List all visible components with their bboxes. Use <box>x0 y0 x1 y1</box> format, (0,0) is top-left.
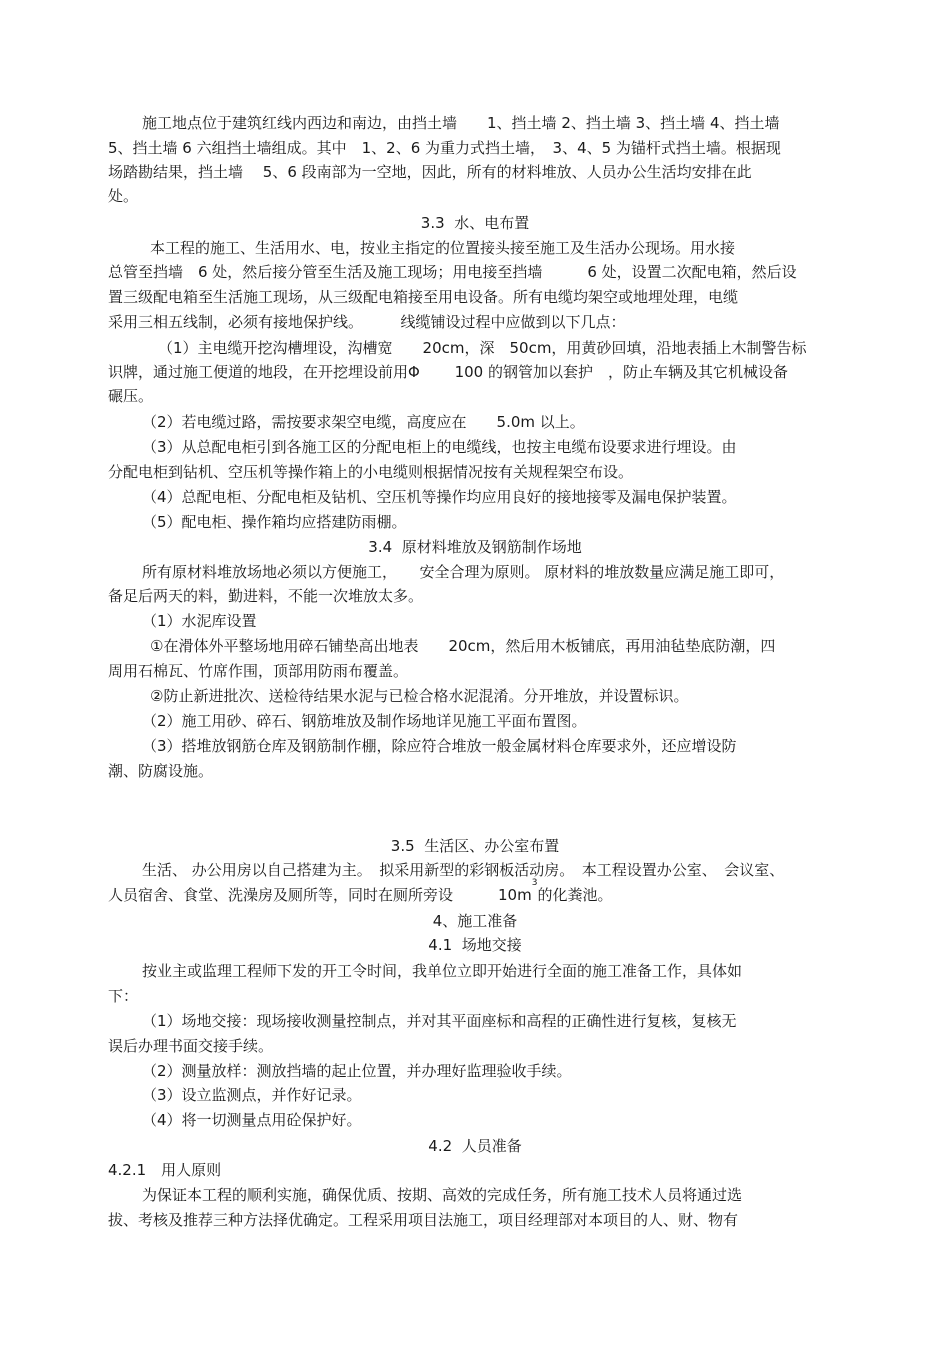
intro-line-3: 场踏勘结果，挡土墙 5、6 段南部为一空地，因此，所有的材料堆放、人员办公生活均安排在此 <box>108 163 752 181</box>
s33-item-1: （1）主电缆开挖沟槽埋设，沟槽宽 20cm，深 50cm，用黄砂回填，沿地表插上木制警告标 <box>158 339 807 357</box>
intro-line-4: 处。 <box>108 187 139 205</box>
s35-line-1: 生活、 办公用房以自己搭建为主。 拟采用新型的彩钢板活动房。 本工程设置办公室、 会议室、 <box>142 861 785 879</box>
section-4-1-title: 4.1 场地交接 <box>428 936 522 954</box>
s33-item-1-cont: 识牌，通过施工便道的地段，在开挖埋设前用Φ 100 的钢管加以套护 ，防止车辆及其它机械设备 <box>108 363 788 381</box>
s41-item-3: （3）设立监测点，并作好记录。 <box>142 1086 362 1104</box>
s35-line-2-tail: 的化粪池。 <box>537 886 613 904</box>
s41-line-2: 下： <box>108 987 139 1005</box>
s34-item-1-b: ②防止新进批次、送检待结果水泥与已检合格水泥混淆。分开堆放，并设置标识。 <box>150 687 689 705</box>
s34-item-3-cont: 潮、防腐设施。 <box>108 762 214 780</box>
section-3-3-title: 3.3 水、电布置 <box>420 214 530 232</box>
s41-item-2: （2）测量放样：测放挡墙的起止位置，并办理好监理验收手续。 <box>142 1062 572 1080</box>
s34-item-1: （1）水泥库设置 <box>142 612 257 630</box>
section-3-5-title: 3.5 生活区、办公室布置 <box>390 837 560 855</box>
s33-line-1: 本工程的施工、生活用水、电，按业主指定的位置接头接至施工及生活办公现场。用水接 <box>150 239 736 257</box>
s41-item-1-cont: 误后办理书面交接手续。 <box>108 1037 274 1055</box>
section-4-2-title: 4.2 人员准备 <box>428 1137 522 1155</box>
s41-item-4: （4）将一切测量点用砼保护好。 <box>142 1111 362 1129</box>
s33-line-3: 置三级配电箱至生活施工现场，从三级配电箱接至用电设备。所有电缆均架空或地埋处理，电缆 <box>108 288 739 306</box>
s41-line-1: 按业主或监理工程师下发的开工令时间，我单位立即开始进行全面的施工准备工作，具体如 <box>142 962 743 980</box>
s34-item-1-a-cont: 周用石棉瓦、竹席作围，顶部用防雨布覆盖。 <box>108 662 409 680</box>
intro-line-1: 施工地点位于建筑红线内西边和南边，由挡土墙 1、挡土墙 2、挡土墙 3、挡土墙 4、挡土墙 <box>142 114 780 132</box>
section-4-2-1-title: 4.2.1 用人原则 <box>108 1161 222 1179</box>
s34-item-1-a: ①在滑体外平整场地用碎石铺垫高出地表 20cm，然后用木板铺底，再用油毡垫底防潮，四 <box>150 637 776 655</box>
s34-item-3: （3）搭堆放钢筋仓库及钢筋制作棚，除应符合堆放一般金属材料仓库要求外，还应增设防 <box>142 737 737 755</box>
s33-item-3: （3）从总配电柜引到各施工区的分配电柜上的电缆线，也按主电缆布设要求进行埋设。由 <box>142 438 737 456</box>
s35-line-2-text: 人员宿舍、食堂、洗澡房及厕所等，同时在厕所旁设 10m <box>108 886 532 904</box>
s33-line-4: 采用三相五线制，必须有接地保护线。 线缆铺设过程中应做到以下几点： <box>108 313 626 331</box>
s35-line-2 <box>108 878 613 905</box>
s34-item-2: （2）施工用砂、碎石、钢筋堆放及制作场地详见施工平面布置图。 <box>142 712 587 730</box>
s33-item-3-cont: 分配电柜到钻机、空压机等操作箱上的小电缆则根据情况按有关规程架空布设。 <box>108 463 634 481</box>
s33-item-1-cont2: 碾压。 <box>108 387 154 405</box>
s33-item-2: （2）若电缆过路，需按要求架空电缆，高度应在 5.0m 以上。 <box>142 413 585 431</box>
cubic-superscript: 3 <box>531 878 538 888</box>
s34-line-2: 备足后两天的料，勤进料，不能一次堆放太多。 <box>108 587 424 605</box>
s42-line-1: 为保证本工程的顺利实施，确保优质、按期、高效的完成任务，所有施工技术人员将通过选 <box>142 1186 743 1204</box>
s33-item-5: （5）配电柜、操作箱均应搭建防雨棚。 <box>142 513 407 531</box>
intro-line-2: 5、挡土墙 6 六组挡土墙组成。其中 1、2、6 为重力式挡土墙， 3、4、5 为锚杆式挡土墙。根据现 <box>108 139 781 157</box>
s34-line-1: 所有原材料堆放场地必须以方便施工， 安全合理为原则。 原材料的堆放数量应满足施工即可， <box>142 563 785 581</box>
section-3-4-title: 3.4 原材料堆放及钢筋制作场地 <box>368 538 582 556</box>
s33-item-4: （4）总配电柜、分配电柜及钻机、空压机等操作均应用良好的接地接零及漏电保护装置。 <box>142 488 737 506</box>
section-4-title: 4、施工准备 <box>432 912 518 930</box>
s33-line-2: 总管至挡墙 6 处，然后接分管至生活及施工现场；用电接至挡墙 6 处，设置二次配电箱，然后设 <box>108 263 797 281</box>
s42-line-2: 拔、考核及推荐三种方法择优确定。工程采用项目法施工，项目经理部对本项目的人、财、物有 <box>108 1211 739 1229</box>
s41-item-1: （1）场地交接：现场接收测量控制点，并对其平面座标和高程的正确性进行复核，复核无 <box>142 1012 737 1030</box>
